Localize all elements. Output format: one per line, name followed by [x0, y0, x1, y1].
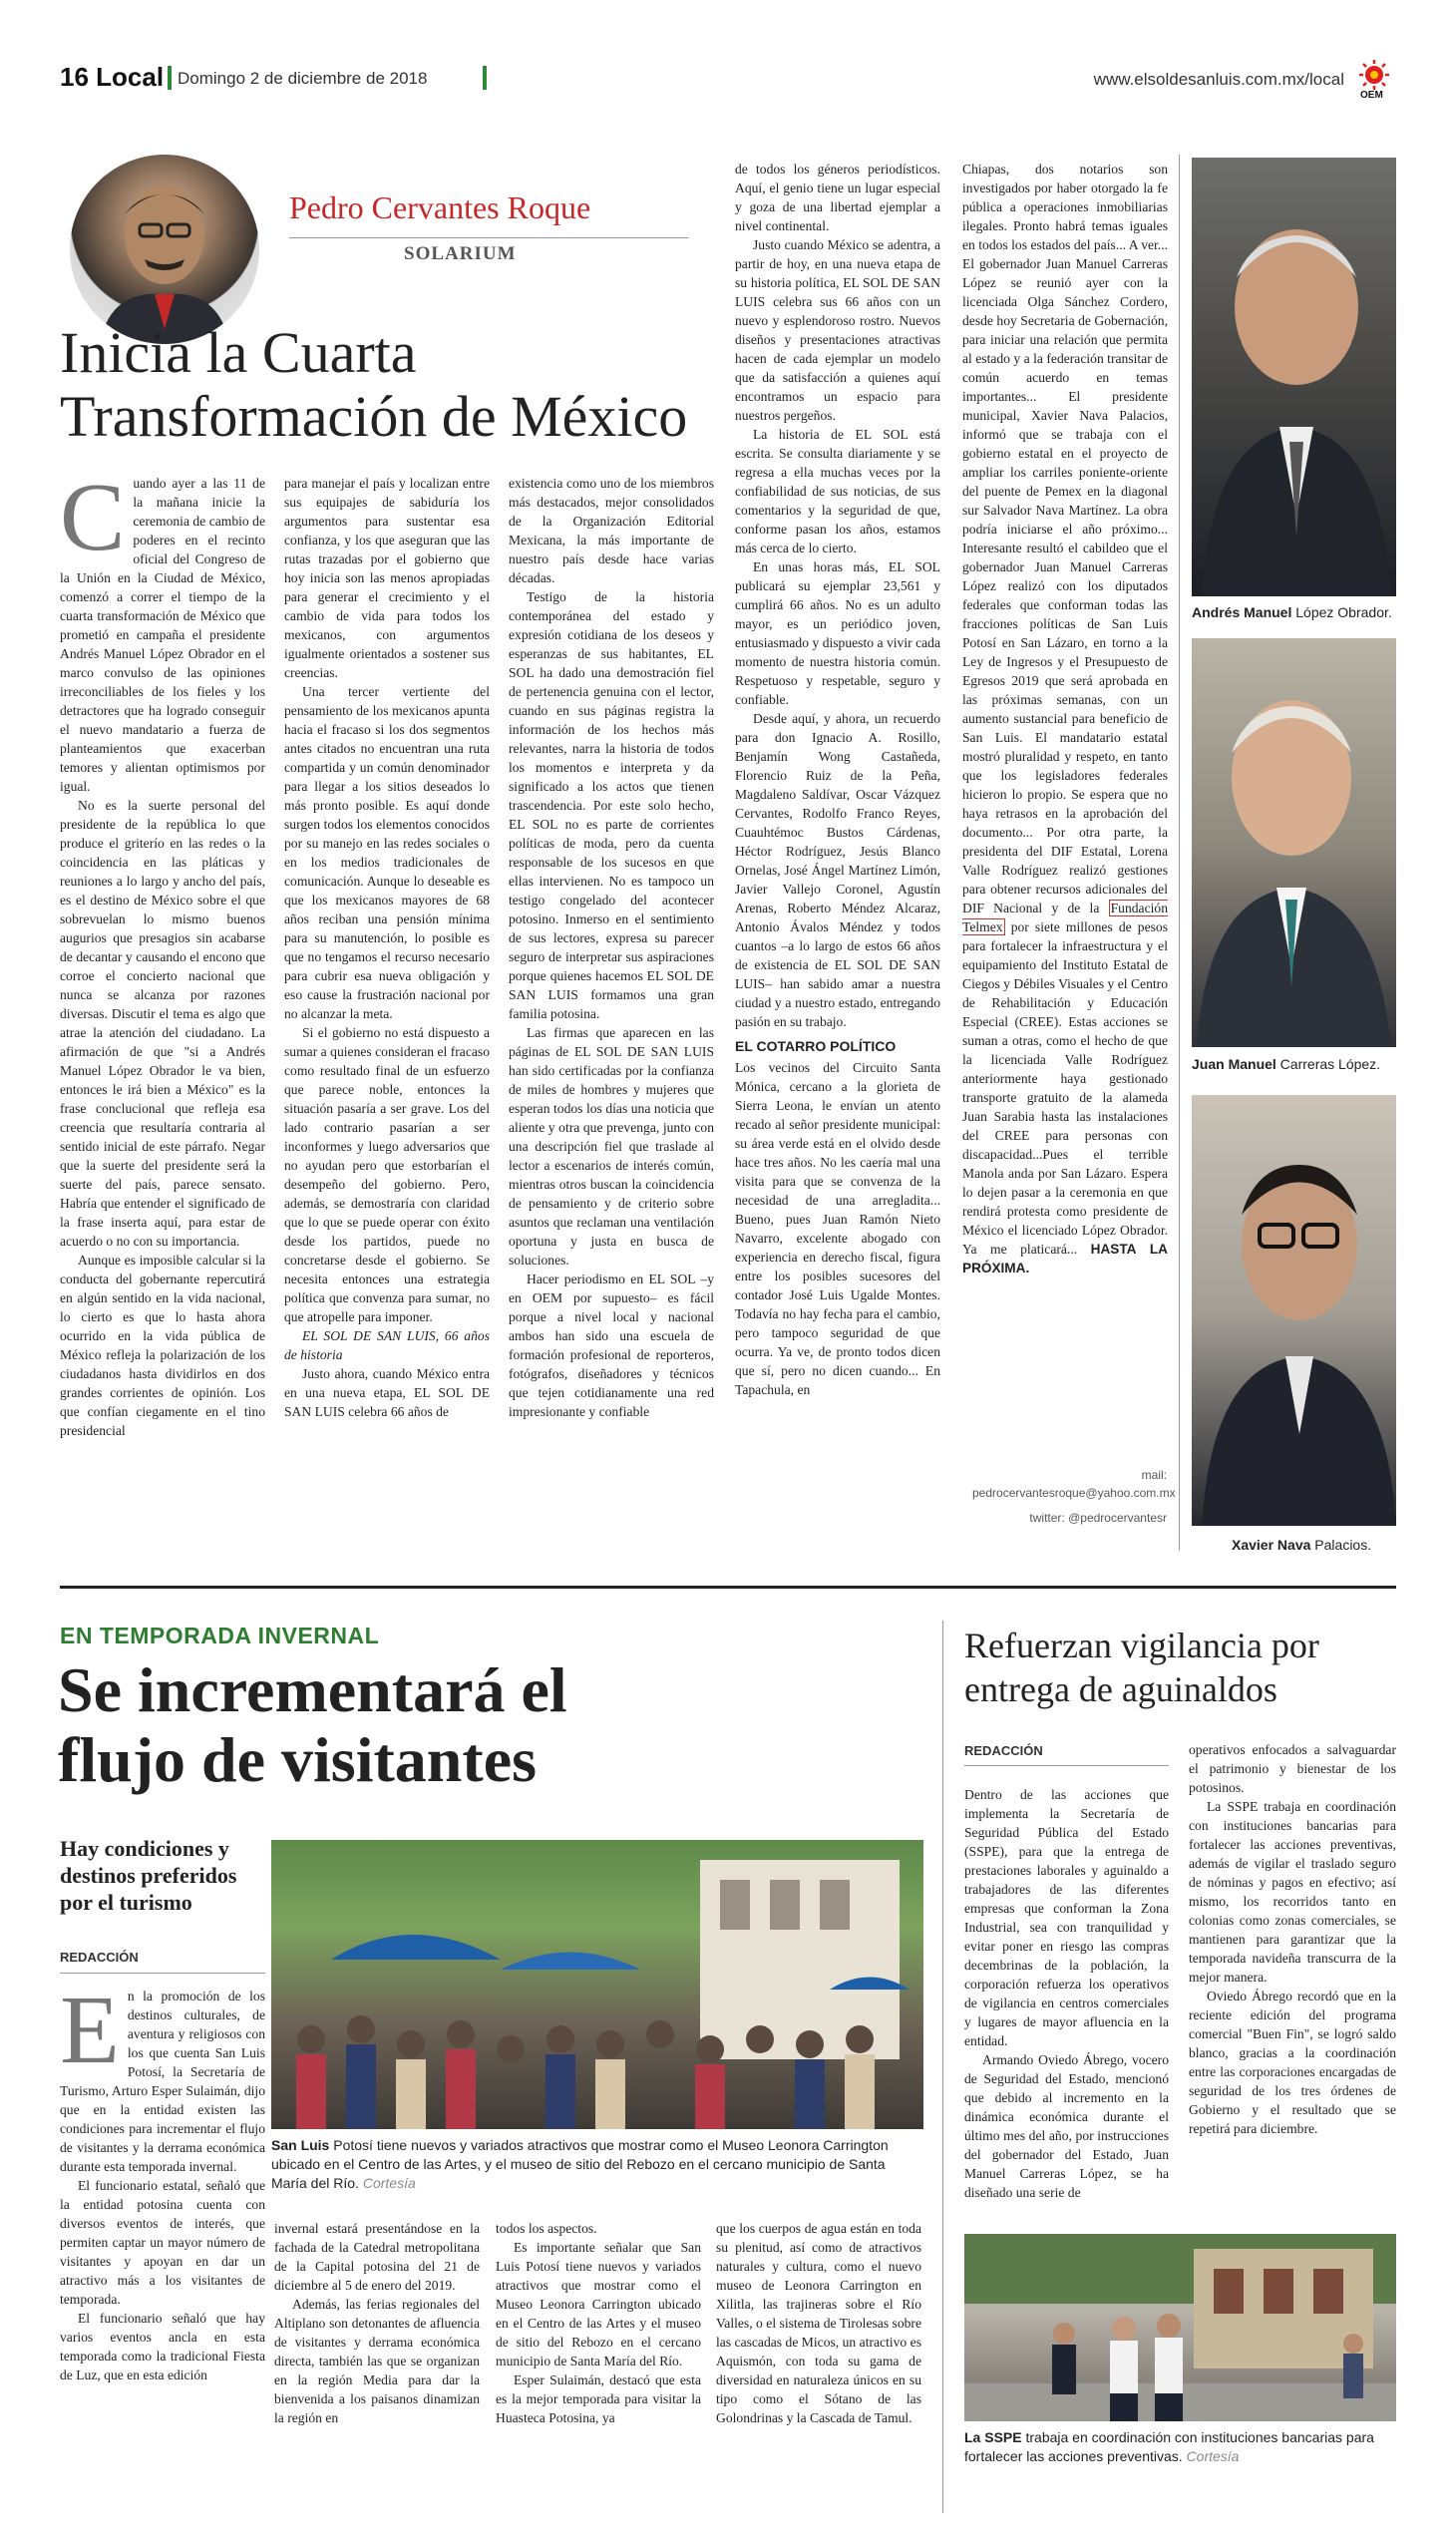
photo-xavier-nava [1192, 1095, 1396, 1526]
article1-col3-paragraph-2: Es importante señalar que San Luis Potosí tiene nuevos y variados atractivos que mostrar como el Museo Leonora Carrington ubicado en el Centro de las Artes y el museo de sitio del Rebozo en el cercano municipio de Santa María del Río. [496, 2240, 701, 2368]
col2-paragraph-5: Justo ahora, cuando México entra en una nueva etapa, EL SOL DE SAN LUIS celebra 66 años de [284, 1366, 490, 1419]
page-section-label: 16 Local [60, 62, 165, 92]
article2-byline: REDACCIÓN [964, 1743, 1043, 1758]
article1-byline: REDACCIÓN [60, 1950, 139, 1965]
article2-col1 [964, 1785, 1169, 2224]
col5-paragraph-1b: por siete millones de pesos para fortalecer la infraestructura y el equipamiento del Instituto Estatal de Ciegos y Débiles Visuales y el Centro de Rehabilitación y Educación Especial (CREE). Estas acciones se suman a otras, como el hecho de que la licenciada Valle Rodríguez anteriormente haya gestionado transporte gratuito de la alameda Juan Sarabia hasta las instalaciones del CREE para personas con discapacidad...Pues el terrible Manola anda por San Lázaro. Espera lo dejen pasar a la ceremonia en que rendirá protesta como presidente de México el licenciado López Obrador. Ya me platicará... [962, 919, 1168, 1257]
column-title [60, 321, 687, 449]
article1-col2-paragraph-2: Además, las ferias regionales del Altiplano son detonantes de afluencia de visitantes y derrama económica directa, también las que se organizan en la región Media para dar la bienvenida a los paisanos dinamizan la región en [274, 2297, 480, 2425]
article1-dropcap: E [60, 1987, 120, 2084]
article1-col4-paragraph-1: que los cuerpos de agua están en toda su plenitud, así como de atractivos naturales y cultura, como el nuevo museo de Leonora Carrington en Xilitla, las trajineras sobre el Río Valles, o el sistema de Tirolesas sobre las cascadas de Micos, un atractivo es Aquismón, con toda su gama de diversidad en naturaleza únicos en su tipo como el Sótano de las Golondrinas y la Cascada de Tamul. [716, 2221, 921, 2425]
article1-photo-caption: San Luis Potosí tiene nuevos y variados atractivos que mostrar como el Museo Leonora Carrington ubicado en el Centro de las Artes, y el museo de sitio del Rebozo en el cercano municipio de Santa María del Río. Cortesía [271, 2137, 889, 2191]
author-photo [70, 155, 259, 344]
col1-paragraph-2: No es la suerte personal del presidente de la república lo que produce el griterío en las redes o la coincidencia en las pláticas y reuniones a lo largo y ancho del país, es el destino de México sobre el que sobrevuelan lo mismo buenos augurios que presagios sin acabarse de decantar y causando el encono que corroe el concierto nacional que nunca se alcanza por razones diversas. Discutir el tema es algo que atrae la atención del ciudadano. La afirmación de que "si a Andrés Manuel López Obrador le va bien, entonces le irá bien a México" es la frase conclucional que refleja esa creencia que resultaría contraria al sentido inicial de este párrafo. Negar que la suerte del presidente será la suerte del país, parece sensato. Habría que entender el significado de la frase inserta aquí, para estar de acuerdo o no con su importancia. [60, 798, 265, 1249]
article2-photo [964, 2234, 1396, 2421]
article2-col2-paragraph-3: Oviedo Ábrego recordó que en la reciente edición del programa comercial "Buen Fin", se logró saldo blanco, gracias a la coordinación entre las corporaciones encargadas de seguridad de los tres órdenes de Gobierno y el resultado que se repetirá para diciembre. [1189, 1989, 1396, 2136]
column-text-col1 [60, 474, 265, 1551]
portrait-nava-icon [1192, 1095, 1396, 1526]
article2-col1-paragraph-2: Armando Oviedo Ábrego, vocero de Seguridad del Estado, mencionó que debido al incremento en la dinámica económica durante el último mes del año, por instrucciones del gobernador del Estado, Juan Manuel Carreras López, se ha diseñado una serie de [964, 2052, 1169, 2200]
article2-photo-caption: La SSPE trabaja en coordinación con instituciones bancarias para fortalecer las acciones preventivas. Cortesía [964, 2429, 1374, 2464]
police-officers-icon [964, 2234, 1396, 2421]
photo-caption-amlo: Andrés Manuel López Obrador. [1192, 604, 1392, 620]
article1-col1-paragraph-3: El funcionario señaló que hay varios eventos ancla en esta temporada como la tradicional Fiesta de Luz, que en esta edición [60, 2311, 265, 2382]
column-author: Pedro Cervantes Roque [289, 189, 591, 225]
sign-off: HASTA LA PRÓXIMA. [962, 1242, 1168, 1275]
column-section: SOLARIUM [404, 243, 517, 264]
col4-paragraph-4: En unas horas más, EL SOL publicará su ejemplar 23,561 y cumplirá 66 años. No es un adulto mayor, es un periódico joven, entusiasmado y dispuesto a vivir cada momento de nuestra historia común. Respetuoso y respetable, seguro y confiable. [735, 559, 940, 707]
col1-paragraph-1: uando ayer a las 11 de la mañana inicie la ceremonia de cambio de poderes en el recinto oficial del Congreso de la Unión en la Ciudad de México, comenzó a correr el tiempo de la cuarta transformación de México que prometió en campaña el presidente Andrés Manuel López Obrador en el marco convulso de las opiniones irreconciliables de los fieles y los detractores que ha logrado conseguir el nuevo mandatario a fuerza de planteamientos que exacerban temores y alientan optimismos por igual. [60, 476, 265, 794]
col4-paragraph-1: de todos los géneros periodísticos. Aquí, el genio tiene un lugar especial y goza de una libertad ejemplar a nivel continental. [735, 162, 940, 233]
col4-paragraph-3: La historia de EL SOL está escrita. Se consulta diariamente y se regresa a ella muchas veces por la confiabilidad de sus noticias, de sus comentarios y la seguridad de que, conforme pasan los años, estamos más cerca de lo cierto. [735, 427, 940, 555]
col4-paragraph-2: Justo cuando México se adentra, a partir de hoy, en una nueva etapa de su historia política, EL SOL DE SAN LUIS celebra sus 66 años con un nuevo y esplendoroso rostro. Nuevos diseños y presentaciones atractivas hacen de cada ejemplar un modelo que da satisfacción a quienes aquí encontramos un espacio para nuestros pergeños. [735, 237, 940, 423]
article2-headline-line1: Refuerzan vigilancia por [964, 1626, 1319, 1665]
article1-col3 [496, 2219, 701, 2508]
article2-col2-paragraph-1: operativos enfocados a salvaguardar el patrimonio y bienestar de los potosinos. [1189, 1742, 1396, 1795]
column-text-col3 [509, 474, 714, 1551]
col4-paragraph-5: Desde aquí, y ahora, un recuerdo para don Ignacio A. Rosillo, Benjamín Wong Castañeda, Florencio Ruiz de la Peña, Magdaleno Saldívar, Oscar Vázquez Cervantes, Rodolfo Franco Reyes, Cuauhtémoc Bustos Cárdenas, Héctor Rodríguez, Jesús Blanco Ornelas, José Ángel Martínez Limón, Javier Vallejo Coronel, Agustín Arenas, Roberto Méndez Alcaraz, Antonio Ávalos Méndez y todos cuantos –a lo largo de estos 66 años de existencia de EL SOL DE SAN LUIS– han sabido amar a nuestra ciudad y a nuestro estado, entregando pasión en su trabajo. [735, 711, 940, 1029]
article2-col2-paragraph-2: La SSPE trabaja en coordinación con instituciones bancarias para fortalecer las acciones preventivas, además de vigilar el traslado seguro de nóminas y pagos en efectivo; así mismo, los recorridos tanto en colonias como zonas comerciales, se mantienen para garantizar que la temporada navideña transcurra de la mejor manera. [1189, 1799, 1396, 1985]
article1-col1-paragraph-1: n la promoción de los destinos culturales, de aventura y religiosos con los que cuenta San Luis Potosí, la Secretaría de Turismo, Arturo Esper Sulaimán, dijo que en la entidad existen las condiciones para incrementar el flujo de visitantes y la derrama económica durante esta temporada invernal. [60, 1989, 265, 2174]
col2-paragraph-3: Si el gobierno no está dispuesto a sumar a quienes consideran el fracaso como resultado final de un esfuerzo que parece noble, entonces la situación pasaría a ser grave. Los del lado contrario pasarían a ser inconformes y luego adversarios que no ayudan pero que estorbarían el desempeño del gobierno. Pero, además, se demostraría con claridad que lo que se puede operar con éxito desde los partidos, puede no concretarse desde el gobierno. Se necesita entonces una estrategia política que convenza para sumar, no que atropelle para imponer. [284, 1025, 490, 1324]
photo-andres-manuel [1192, 158, 1396, 596]
col2-paragraph-2: Una tercer vertiente del pensamiento de los mexicanos apunta hacia el fracaso si los dos segmentos antes citados no encuentran una ruta compartida y un común denominador para llegar a los sitios deseados lo más pronto posible. Es aquí donde surgen todos los elementos conocidos por su manejo en las redes sociales o en los medios tradicionales de comunicación. Aunque lo deseable es que los mexicanos mayores de 68 años reciban una pensión mínima para su manutención, lo posible es que no tengamos el recurso necesario para cubrir esa nueva obligación y eso cause la frustración nacional por no alcanzar la meta. [284, 684, 490, 1021]
col2-paragraph-1: para manejar el país y localizan entre sus equipajes de sabiduría los argumentos para sustentar esa confianza, y los que aseguran que las rutas trazadas por el gobierno que hoy inicia son las menos apropiadas para generar el crecimiento y el cambio de vida para todos los mexicanos, con argumentos igualmente orientados a sostener sus creencias. [284, 476, 490, 680]
col3-paragraph-3: Las firmas que aparecen en las páginas de EL SOL DE SAN LUIS han sido certificadas por la confianza de miles de hombres y mujeres que esperan todos los días una noticia que aliente y otra que prevenga, junto con una descripción fiel que traslade al lector a escenarios de interés común, mientras otros buscan la coincidencia de pensamiento y de criterio sobre asuntos que reclaman una ventilación oportuna y justa en busca de soluciones. [509, 1025, 714, 1268]
crowd-scene-icon [271, 1840, 923, 2129]
col3-paragraph-4: Hacer periodismo en EL SOL –y en OEM por supuesto– es fácil porque a nivel local y nacional ambos han sido una escuela de formación profesional de reporteros, fotógrafos, diseñadores y técnicos que tejen cotidianamente una red impresionante y confiable [509, 1272, 714, 1419]
photo-juan-manuel [1192, 638, 1396, 1047]
author-portrait-icon [70, 155, 259, 344]
contact-twitter[interactable]: twitter: @pedrocervantesr [1029, 1511, 1167, 1525]
article1-col2 [274, 2219, 480, 2508]
article-divider [942, 1621, 943, 2513]
article1-col3-paragraph-3: Esper Sulaimán, destacó que esta es la mejor temporada para visitar la Huasteca Potosina, ya [496, 2372, 701, 2425]
article1-headline [58, 1655, 567, 1795]
header-divider-2 [483, 66, 487, 90]
column-text-col4 [735, 160, 940, 1551]
article1-col2-paragraph-1: invernal estará presentándose en la fachada de la Catedral metropolitana de la Capital potosina del 21 de diciembre al 5 de enero del 2019. [274, 2221, 480, 2293]
article2-headline-line2: entrega de aguinaldos [964, 1669, 1277, 1709]
article1-col3-paragraph-1: todos los aspectos. [496, 2221, 597, 2236]
portrait-amlo-icon [1192, 158, 1396, 596]
cotarro-heading: EL COTARRO POLÍTICO [735, 1038, 897, 1054]
col4-paragraph-6: Los vecinos del Circuito Santa Mónica, cercano a la glorieta de Sierra Leona, le envían un atento recado al señor presidente municipal: su área verde está en el olvido desde hace tres años. No les caería mal una visita para que se convenza de la necesidad de una arregladita... Bueno, pues Juan Ramón Nieto Navarro, excelente abogado con experiencia en derecho fiscal, figura entre los posibles sucesores del contador José Luis Ugalde Montes. Todavía no hay fecha para el cambio, pero tampoco seguridad de que ocurra. Ya ve, de pronto todos dicen que sí, pero no dicen cuando... En Tapachula, en [735, 1060, 940, 1397]
article1-col1-paragraph-2: El funcionario estatal, señaló que la entidad potosina cuenta con diversos eventos de interés, que permiten captar un mayor número de visitantes y apoyan en dar un atractivo más a los visitantes de temporada. [60, 2178, 265, 2307]
portrait-carreras-icon [1192, 638, 1396, 1047]
column-title-line2: Transformación de México [60, 384, 688, 449]
article1-kicker: EN TEMPORADA INVERNAL [60, 1623, 380, 1648]
article2-headline [964, 1624, 1319, 1711]
col2-paragraph-4: EL SOL DE SAN LUIS, 66 años de historia [284, 1328, 490, 1362]
author-rule [289, 237, 688, 238]
article1-headline-line2: flujo de visitantes [58, 1724, 537, 1795]
fundacion-telmex-link[interactable]: Fundación Telmex [962, 901, 1168, 934]
oem-logo-text: OEM [1360, 90, 1383, 101]
contact-mail[interactable]: mail: pedrocervantesroque@yahoo.com.mx [972, 1468, 1176, 1500]
article2-byline-rule [964, 1765, 1169, 1766]
site-url[interactable]: www.elsoldesanluis.com.mx/local [1093, 70, 1344, 89]
col5-paragraph-1: Chiapas, dos notarios son investigados por haber otorgado la fe pública a operaciones inmobiliarias ilegales. Pronto habrá temas iguales en todos los estados del país... A ver... El gobernador Juan Manuel Carreras López se reunió ayer con la licenciada Olga Sánchez Cordero, desde hoy Secretaria de Gobernación, para iniciar una relación que permita al estado y a la federación transitar de común acuerdo en temas importantes... El presidente municipal, Xavier Nava Palacios, informó que se trabaja con el gobierno estatal en el proyecto de ampliar los carriles poniente-oriente del puente de Pemex en la diagonal sur Salvador Nava Martínez. La obra podría iniciarse el año próximo... Interesante resultó el cabildeo que el gobernador Juan Manuel Carreras López realizó con los diputados federales que conforman todas las fracciones políticas de San Luis Potosí en San Lázaro, en torno a la Ley de Ingresos y el Presupuesto de Egresos 2019 que será aprobada en las próximas semanas, con un aumento sustancial para beneficio de San Luis. El mandatario estatal mostró pluralidad y respeto, en tanto que los legisladores federales hicieron lo propio. Se espera que no haya retrasos en la aprobación del documento... Por otra parte, la presidenta del DIF Estatal, Lorena Valle Rodríguez realizó gestiones para obtener recursos adicionales del DIF Nacional y de la [962, 162, 1168, 915]
page-header [60, 62, 1396, 102]
photo-caption-nava: Xavier Nava Palacios. [1232, 1537, 1372, 1553]
photo-caption-carreras: Juan Manuel Carreras López. [1192, 1056, 1381, 1072]
col3-paragraph-1: existencia como uno de los miembros más destacados, mejor consolidados de la Organización Editorial Mexicana, la más importante de nuestro país desde hace varias décadas. [509, 476, 714, 585]
column-title-line1: Inicia la Cuarta [60, 320, 417, 385]
article1-photo [271, 1840, 923, 2129]
dropcap: C [60, 474, 126, 571]
article1-col4 [716, 2219, 921, 2508]
column-text-col5 [962, 160, 1168, 1446]
col3-paragraph-2: Testigo de la historia contemporánea del estado y expresión cotidiana de los deseos y esperanzas de sus habitantes, EL SOL ha dado una demostración fiel de pertenencia genuina con el lector, cuando en sus páginas registra la información de los hechos más relevantes, narra la historia de todos los momentos e interpreta y da significado a los actos que tienen trascendencia. Por este solo hecho, EL SOL no es parte de corrientes políticas de moda, pero da cuenta responsable de los sucesos en que ellas intervienen. No es tampoco un testigo congelado del acontecer potosino. Inmerso en el sentimiento de sus lectores, expresa su parecer seguro de interpretar sus aspiraciones porque quienes hacemos EL SOL DE SAN LUIS formamos una gran familia potosina. [509, 589, 714, 1021]
col1-paragraph-3: Aunque es imposible calcular si la conducta del gobernante repercutirá en algún sentido en la vida nacional, lo cierto es que lo hasta ahora ocurrido en la vida pública de México refleja la polarización de los ciudadanos hasta dividirlos en dos grandes corrientes de opinión. Los que confían ciegamente en el tino presidencial [60, 1253, 265, 1438]
oem-logo [1352, 58, 1396, 102]
column-text-col2 [284, 474, 490, 1551]
header-divider [168, 66, 172, 90]
photo-column-divider [1179, 155, 1180, 1551]
article2-col1-paragraph-1: Dentro de las acciones que implementa la Secretaría de Seguridad Pública del Estado (SSPE), para que la entrega de prestaciones laborales y aguinaldo a trabajadores de las diferentes empresas que conforman la Zona Industrial, sea con tranquilidad y evitar poner en riesgo las compras decembrinas de la población, la corporación refuerza los operativos de vigilancia en centros comerciales y lugares de mayor afluencia en la entidad. [964, 1787, 1169, 2048]
article1-byline-rule [60, 1973, 265, 1974]
article2-col2 [1189, 1740, 1396, 2224]
article1-col1 [60, 1987, 265, 2505]
article1-headline-line1: Se incrementará el [58, 1654, 567, 1725]
page-date: Domingo 2 de diciembre de 2018 [178, 69, 428, 88]
section-divider [60, 1586, 1396, 1589]
article1-deck: Hay condiciones y destinos preferidos por el turismo [60, 1836, 237, 1915]
